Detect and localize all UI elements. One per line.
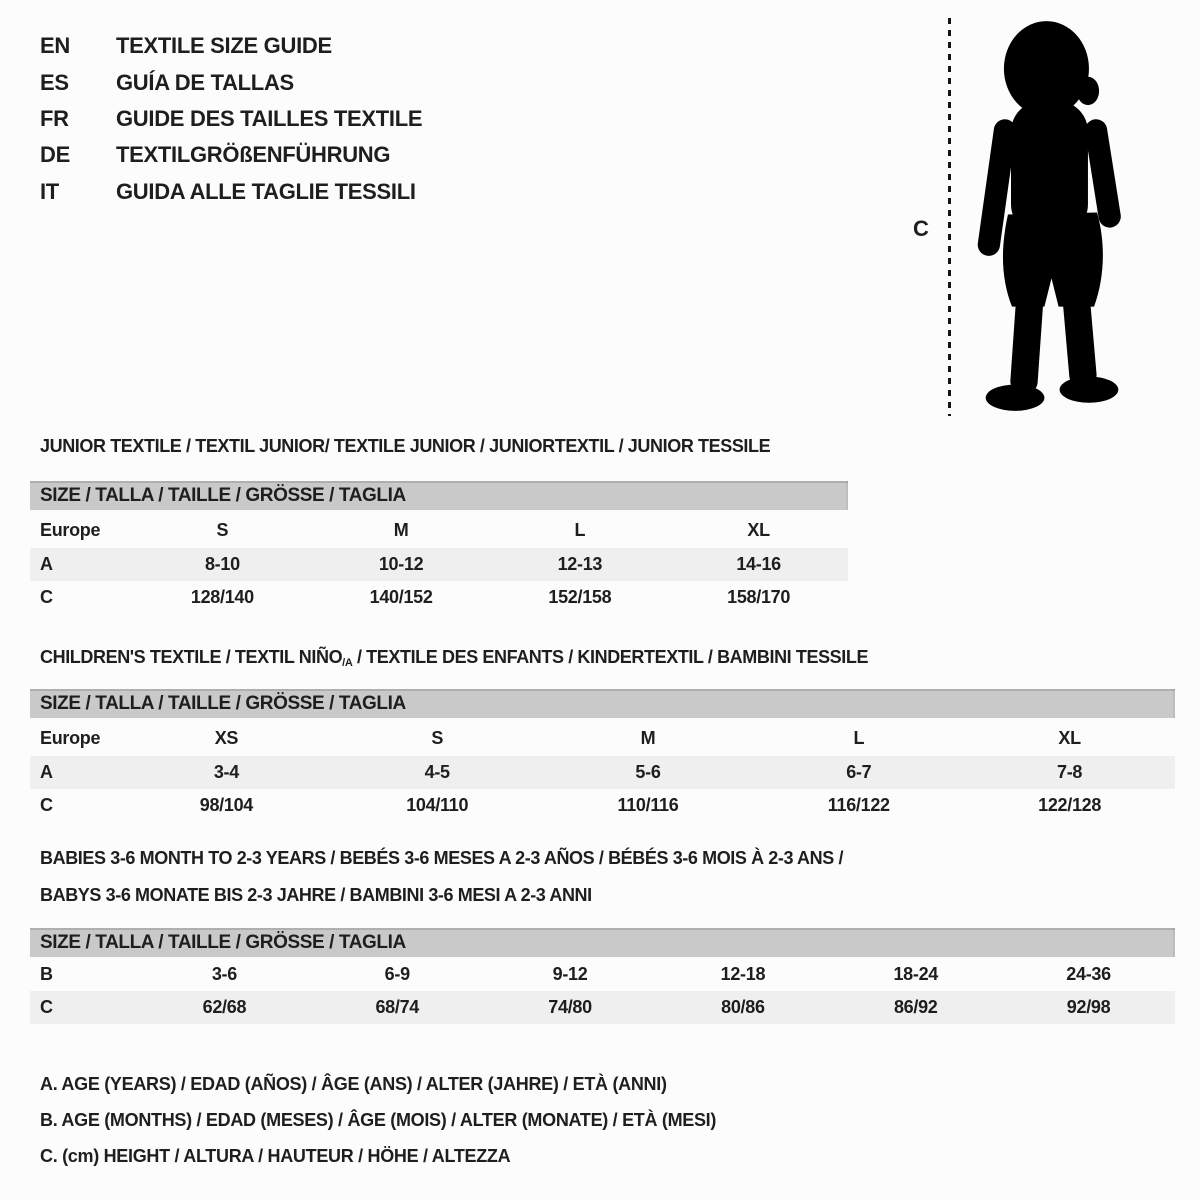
lang-code: ES <box>40 69 69 95</box>
height-measure-label: C <box>913 216 929 241</box>
lang-row-fr <box>40 101 422 137</box>
legend-line-c: C. (cm) HEIGHT / ALTURA / HAUTEUR / HÖHE / ALTEZZA <box>40 1145 511 1166</box>
babies-title-line2: BABYS 3-6 MONATE BIS 2-3 JAHRE / BAMBINI 3-6 MESI A 2-3 ANNI <box>40 885 592 905</box>
children-section-title <box>40 647 868 669</box>
legend-line-b: B. AGE (MONTHS) / EDAD (MESES) / ÂGE (MOIS) / ALTER (MONATE) / ETÀ (MESI) <box>40 1109 717 1130</box>
lang-code: EN <box>40 33 70 59</box>
table-cell: 140/152 <box>369 587 433 607</box>
table-row <box>30 581 848 614</box>
lang-label: TEXTILGRÖßENFÜHRUNG <box>116 142 391 168</box>
table-cell: 8-10 <box>204 554 240 574</box>
table-cell: A <box>40 554 53 574</box>
babies-size-table <box>30 958 1175 1024</box>
table-cell: 12-18 <box>720 964 766 984</box>
babies-section-title <box>40 840 843 914</box>
children-size-table <box>30 720 1175 822</box>
table-cell: XS <box>214 727 239 748</box>
table-cell: 110/116 <box>617 795 679 815</box>
table-row <box>30 789 1175 822</box>
lang-row-en <box>40 28 422 64</box>
table-row <box>30 548 848 581</box>
table-cell: XL <box>747 519 770 540</box>
table-cell: 152/158 <box>548 587 612 607</box>
lang-code: IT <box>40 178 59 204</box>
table-cell: 158/170 <box>727 587 791 607</box>
table-row <box>30 756 1175 789</box>
table-cell: XL <box>1058 727 1081 748</box>
table-cell: 5-6 <box>635 762 661 782</box>
table-row <box>30 720 1175 756</box>
table-cell: 7-8 <box>1057 762 1083 782</box>
junior-section-title: JUNIOR TEXTILE / TEXTIL JUNIOR/ TEXTILE JUNIOR / JUNIORTEXTIL / JUNIOR TESSILE <box>40 436 771 456</box>
lang-label: TEXTILE SIZE GUIDE <box>116 33 332 59</box>
table-cell: Europe <box>40 727 101 748</box>
table-cell: M <box>393 519 409 540</box>
table-cell: 92/98 <box>1066 997 1111 1017</box>
junior-size-header-bar: SIZE / TALLA / TAILLE / GRÖSSE / TAGLIA <box>30 481 848 510</box>
table-cell: 116/122 <box>827 795 890 815</box>
table-cell: 104/110 <box>406 795 469 815</box>
table-cell: 3-4 <box>213 762 239 782</box>
legend-line-a: A. AGE (YEARS) / EDAD (AÑOS) / ÂGE (ANS) / ALTER (JAHRE) / ETÀ (ANNI) <box>40 1073 667 1094</box>
table-row <box>30 958 1175 991</box>
table-cell: 6-7 <box>846 762 872 782</box>
lang-code: DE <box>40 142 70 168</box>
table-cell: M <box>640 727 656 748</box>
table-cell: 10-12 <box>378 554 424 574</box>
table-cell: L <box>853 727 865 748</box>
table-cell: 6-9 <box>384 964 410 984</box>
children-title-text: CHILDREN'S TEXTILE / TEXTIL NIÑO <box>40 647 343 667</box>
table-cell: 14-16 <box>736 554 781 574</box>
table-cell: 86/92 <box>893 997 938 1017</box>
table-row <box>30 991 1175 1024</box>
table-cell: C <box>40 795 53 815</box>
table-cell: B <box>40 964 53 984</box>
babies-size-header-bar: SIZE / TALLA / TAILLE / GRÖSSE / TAGLIA <box>30 928 1175 957</box>
children-size-header-bar: SIZE / TALLA / TAILLE / GRÖSSE / TAGLIA <box>30 689 1175 718</box>
legend <box>40 1066 716 1174</box>
baby-silhouette-icon <box>963 14 1140 419</box>
lang-row-it <box>40 174 422 210</box>
table-cell: 18-24 <box>893 964 939 984</box>
table-cell: 9-12 <box>552 964 588 984</box>
table-cell: 24-36 <box>1066 964 1111 984</box>
table-cell: S <box>431 727 444 748</box>
table-cell: 122/128 <box>1038 795 1102 815</box>
children-title-text: / TEXTILE DES ENFANTS / KINDERTEXTIL / BAMBINI TESSILE <box>352 647 869 667</box>
lang-row-es <box>40 64 422 100</box>
junior-size-table <box>30 512 848 614</box>
language-header <box>40 28 422 210</box>
table-row <box>30 512 848 548</box>
table-cell: 128/140 <box>190 587 254 607</box>
children-title-subscript: /A <box>342 657 353 669</box>
table-cell: A <box>40 762 53 782</box>
babies-title-line1: BABIES 3-6 MONTH TO 2-3 YEARS / BEBÉS 3-6 MESES A 2-3 AÑOS / BÉBÉS 3-6 MOIS À 2-3 ANS / <box>40 848 844 868</box>
table-cell: 98/104 <box>199 795 254 815</box>
table-cell: 12-13 <box>557 554 603 574</box>
table-cell: 74/80 <box>548 997 592 1017</box>
lang-row-de <box>40 137 422 173</box>
table-cell: 68/74 <box>375 997 420 1017</box>
lang-label: GUÍA DE TALLAS <box>116 69 294 95</box>
table-cell: 3-6 <box>211 964 237 984</box>
table-cell: L <box>574 519 586 540</box>
lang-label: GUIDA ALLE TAGLIE TESSILI <box>116 178 416 204</box>
table-cell: 4-5 <box>424 762 450 782</box>
table-cell: Europe <box>40 519 101 540</box>
table-cell: 80/86 <box>721 997 765 1017</box>
table-cell: C <box>40 997 53 1017</box>
table-cell: 62/68 <box>202 997 247 1017</box>
height-measure-dashed-line <box>948 18 951 416</box>
lang-code: FR <box>40 105 69 131</box>
lang-label: GUIDE DES TAILLES TEXTILE <box>116 105 423 131</box>
table-cell: S <box>216 519 229 540</box>
table-cell: C <box>40 587 53 607</box>
